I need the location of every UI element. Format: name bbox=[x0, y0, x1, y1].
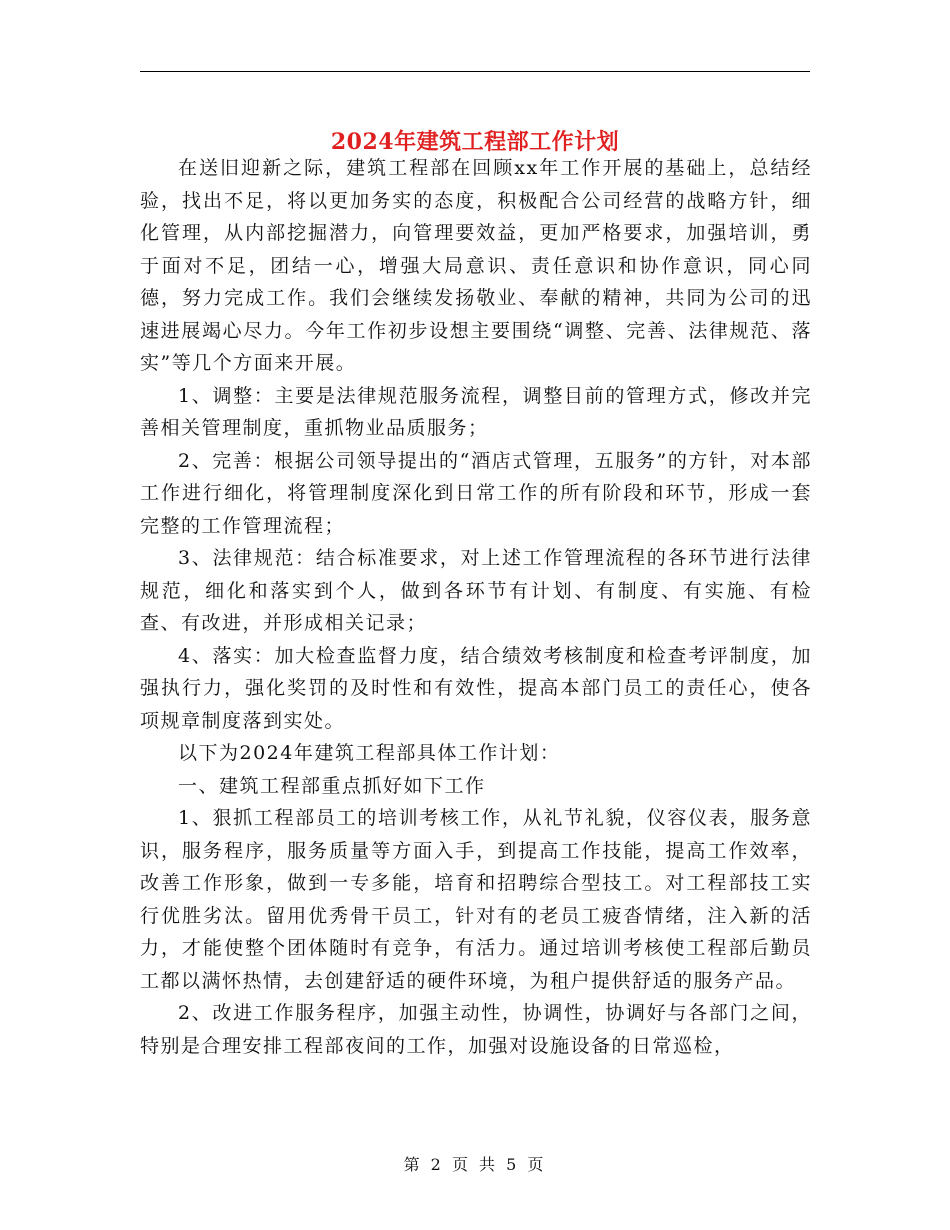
paragraph-service-process: 2、改进工作服务程序，加强主动性，协调性，协调好与各部门之间，特别是合理安排工程部夜间的工作，加强对设施设备的日常巡检， bbox=[140, 1002, 812, 1057]
paragraph-plan-intro: 以下为2024年建筑工程部具体工作计划： bbox=[178, 742, 561, 764]
paragraph-adjust: 1、调整：主要是法律规范服务流程，调整目前的管理方式，修改并完善相关管理制度，重抓物业品质服务； bbox=[140, 384, 812, 439]
document-body bbox=[140, 152, 812, 1062]
page-number: 第 2 页 共 5 页 bbox=[403, 1155, 547, 1174]
section-heading-1: 一、建筑工程部重点抓好如下工作 bbox=[178, 774, 486, 797]
paragraph-training: 1、狠抓工程部员工的培训考核工作，从礼节礼貌，仪容仪表，服务意识，服务程序，服务质量等方面入手，到提高工作技能，提高工作效率，改善工作形象，做到一专多能，培育和招聘综合型技工。对工程部技工实行优胜劣汰。留用优秀骨干员工，针对有的老员工疲沓情绪，注入新的活力，才能使整个团体随时有竞争，有活力。通过培训考核使工程部后勤员工都以满怀热情，去创建舒适的硬件环境，为租户提供舒适的服务产品。 bbox=[140, 807, 812, 992]
header-rule bbox=[140, 71, 810, 72]
document-title: 2024年建筑工程部工作计划 bbox=[330, 128, 620, 155]
paragraph-intro: 在送旧迎新之际，建筑工程部在回顾xx年工作开展的基础上，总结经验，找出不足，将以更加务实的态度，积极配合公司经营的战略方针，细化管理，从内部挖掘潜力，向管理要效益，更加严格要求，加强培训，勇于面对不足，团结一心，增强大局意识、责任意识和协作意识，同心同德，努力完成工作。我们会继续发扬敬业、奉献的精神，共同为公司的迅速进展竭心尽力。今年工作初步设想主要围绕“调整、完善、法律规范、落实”等几个方面来开展。 bbox=[140, 157, 812, 374]
paragraph-implement: 4、落实：加大检查监督力度，结合绩效考核制度和检查考评制度，加强执行力，强化奖罚的及时性和有效性，提高本部门员工的责任心，使各项规章制度落到实处。 bbox=[140, 644, 812, 732]
paragraph-improve: 2、完善：根据公司领导提出的“酒店式管理，五服务”的方针，对本部工作进行细化，将管理制度深化到日常工作的所有阶段和环节，形成一套完整的工作管理流程； bbox=[140, 449, 812, 537]
paragraph-standardize: 3、法律规范：结合标准要求，对上述工作管理流程的各环节进行法律规范，细化和落实到个人，做到各环节有计划、有制度、有实施、有检查、有改进，并形成相关记录； bbox=[140, 547, 812, 634]
